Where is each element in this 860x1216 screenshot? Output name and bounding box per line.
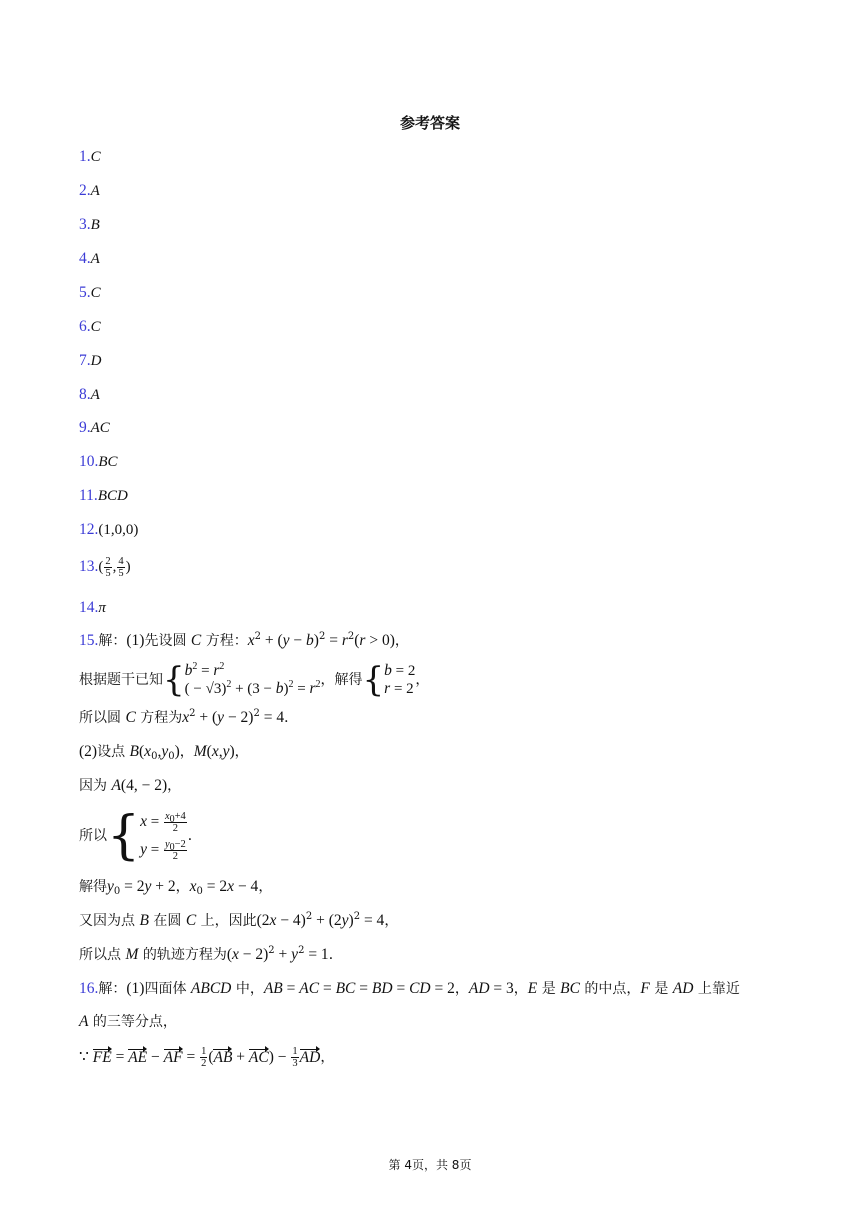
- answer-value: D: [90, 353, 102, 369]
- q16-line-3: ∵ FE = AE − AF = $\frac{1}{2}$ (AB + AC) − $\frac{1}{3}$ AD，: [79, 1046, 335, 1069]
- answer-number: 3.: [79, 216, 91, 233]
- answer-value: AC: [90, 420, 110, 436]
- answer-value: BC: [98, 454, 118, 470]
- answer-row: [79, 452, 118, 472]
- q16-line-2: A 的三等分点，: [79, 1013, 177, 1030]
- q16-line-1: 16.解：(1)四面体 ABCD 中，AB = AC = BC = BD = CD = 2，AD = 3，E 是 BC 的中点，F 是 AD 上靠近: [79, 980, 740, 997]
- q15-line-4: (2)设点 $B(x_0,y_0)$，M(x,y)，: [79, 743, 249, 762]
- q15-line-2: 根据题干已知{$b^2 = r^2$ ( − $√3)^2 + (3 - b)^2 = r^2$，解得{b = 2 r = 2，: [79, 660, 430, 700]
- answer-number: 10.: [79, 453, 99, 470]
- answer-number: 2.: [79, 182, 91, 199]
- answer-row: [79, 317, 101, 337]
- answer-value: (1,0,0): [98, 522, 139, 538]
- answer-number: 12.: [79, 521, 99, 538]
- answer-value: BCD: [97, 488, 128, 504]
- q15-line-6: 所以{x = $\frac{x_0+4}{2}$ y = $\frac{y_0-2}{2}$ ．: [79, 806, 202, 866]
- answer-row: [79, 598, 106, 618]
- q15-line-5: 因为 A(4, − 2)，: [79, 777, 182, 794]
- answer-number: 14.: [79, 599, 99, 616]
- answer-value: A: [90, 183, 100, 199]
- q15-line-1: 15.解：(1)先设圆 C 方程：$x^2 + (y - b)^2 = r^2(r > 0)$，: [79, 631, 409, 649]
- q16-number: 16.: [79, 980, 99, 997]
- answer-row: [79, 486, 128, 506]
- answer-number: 11.: [79, 487, 98, 504]
- answer-value: B: [90, 217, 100, 233]
- answer-row: [79, 283, 101, 303]
- answer-number: 4.: [79, 250, 91, 267]
- answer-row: [79, 351, 101, 371]
- answer-number: 1.: [79, 148, 91, 165]
- q15-line-8: 又因为点 B 在圆 C 上，因此$(2x - 4)^2 + (2y)^2 = 4$，: [79, 911, 399, 929]
- answer-value: A: [90, 251, 100, 267]
- page-footer: 第 4页，共 8页: [388, 1158, 472, 1172]
- answer-number: 9.: [79, 419, 91, 436]
- answer-value: ( $\frac{2}{5}$ , $\frac{4}{5}$ ): [98, 556, 131, 579]
- q15-number: 15.: [79, 632, 99, 649]
- answer-row: [79, 418, 110, 438]
- answer-value: C: [90, 285, 101, 301]
- answer-value: C: [90, 149, 101, 165]
- answer-value: C: [90, 319, 101, 335]
- answer-row: [79, 181, 100, 201]
- answer-row: [79, 215, 100, 235]
- answer-row: [79, 147, 101, 167]
- answer-row: [79, 520, 138, 540]
- answer-number: 8.: [79, 386, 91, 403]
- answer-row: [79, 556, 131, 579]
- answer-row: [79, 249, 100, 269]
- page-title: 参考答案: [399, 114, 460, 132]
- answer-row: [79, 385, 100, 405]
- answer-number: 7.: [79, 352, 91, 369]
- answer-value: A: [90, 387, 100, 403]
- answer-value: π: [98, 600, 106, 616]
- answer-number: 5.: [79, 284, 91, 301]
- answer-number: 13.: [79, 557, 99, 575]
- q15-line-3: 所以圆 C 方程为$x^2 + (y - 2)^2 = 4$．: [79, 708, 299, 726]
- q15-line-9: 所以点 M 的轨迹方程为$(x - 2)^2 + y^2 = 1$．: [79, 945, 343, 963]
- answer-number: 6.: [79, 318, 91, 335]
- q15-line-7: 解得$y_0 = 2y + 2$，$x_0 = 2x - 4$，: [79, 878, 273, 897]
